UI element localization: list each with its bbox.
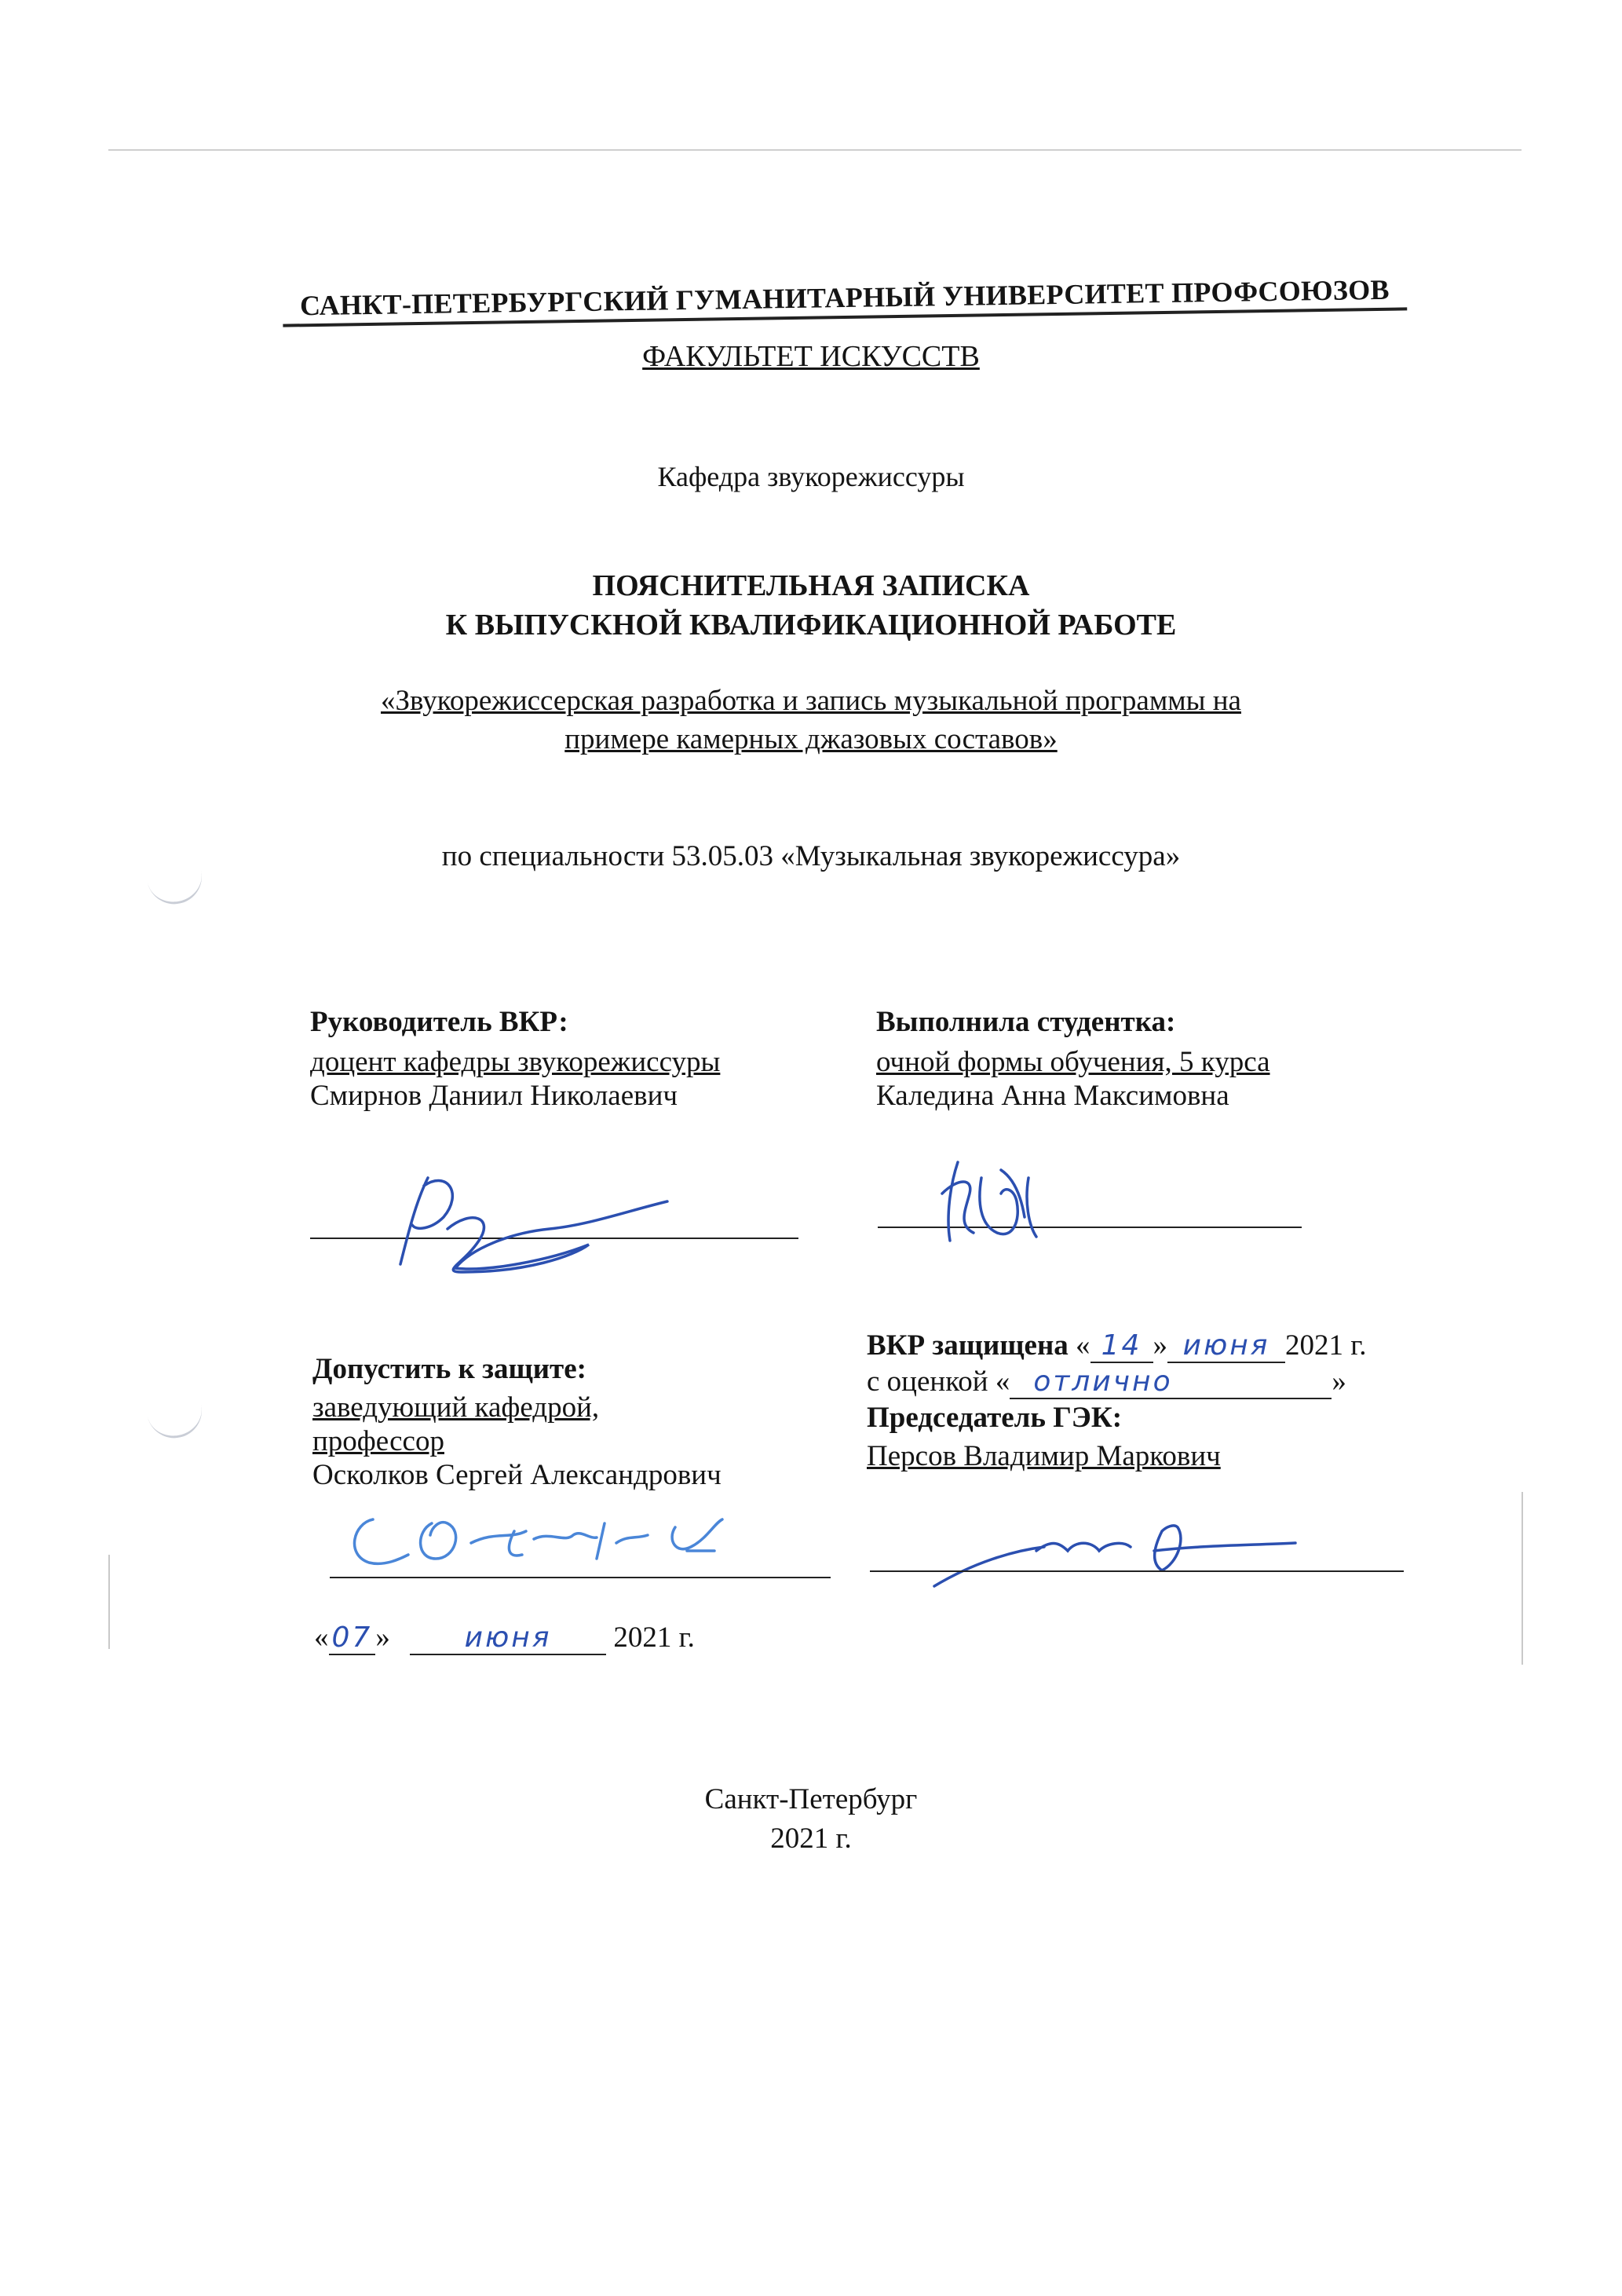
admission-block: [312, 1352, 721, 1492]
defense-grade-value: отлично: [1010, 1366, 1332, 1399]
thesis-topic-line2: примере камерных джазовых составов»: [564, 723, 1058, 755]
defense-date-open-quote: «: [1076, 1329, 1090, 1362]
admission-date-year: 2021 г.: [613, 1621, 695, 1654]
page-edge-top: [108, 149, 1522, 151]
admission-name: Осколков Сергей Александрович: [312, 1459, 721, 1491]
faculty-name: ФАКУЛЬТЕТ ИСКУССТВ: [642, 340, 980, 373]
punch-hole-mark: [147, 1400, 207, 1443]
defense-date-line: [867, 1329, 1416, 1363]
student-signature: [926, 1146, 1052, 1264]
defense-date-year: 2021 г.: [1285, 1329, 1367, 1362]
student-details: очной формы обучения, 5 курса: [876, 1046, 1270, 1078]
defense-grade-prefix: с оценкой «: [867, 1366, 1010, 1398]
admission-position-line2: профессор: [312, 1425, 444, 1457]
gek-chair-signature-line: [870, 1570, 1404, 1572]
student-heading: Выполнила студентка:: [876, 1006, 1176, 1038]
defense-grade-line: [867, 1365, 1416, 1399]
thesis-topic-line1: «Звукорежиссерская разработка и запись музыкальной программы на: [381, 685, 1241, 717]
head-of-department-signature: [338, 1500, 746, 1578]
defense-grade-suffix: »: [1332, 1366, 1346, 1398]
admission-date-month: июня: [410, 1621, 606, 1655]
footer-year: 2021 г.: [770, 1823, 852, 1855]
supervisor-block: [310, 1005, 720, 1113]
defense-heading: ВКР защищена: [867, 1329, 1069, 1362]
document-title-line1: ПОЯСНИТЕЛЬНАЯ ЗАПИСКА: [592, 569, 1030, 602]
admission-date-close-quote: »: [375, 1621, 390, 1654]
admission-date-open-quote: «: [314, 1621, 329, 1654]
defense-date-close-quote: »: [1153, 1329, 1168, 1362]
admission-signature-line: [330, 1577, 831, 1578]
department-name: Кафедра звукорежиссуры: [657, 461, 965, 492]
defense-date-day: 14: [1090, 1329, 1153, 1363]
university-name: САНКТ-ПЕТЕРБУРГСКИЙ ГУМАНИТАРНЫЙ УНИВЕРСИТЕТ ПРОФСОЮЗОВ: [283, 272, 1408, 327]
student-block: [876, 1005, 1270, 1113]
gek-chair-signature: [926, 1508, 1303, 1594]
supervisor-signature: [369, 1154, 683, 1288]
admission-date-day: 07: [329, 1621, 376, 1655]
page-edge-left: [108, 1555, 110, 1649]
defense-date-month: июня: [1167, 1329, 1285, 1363]
page-edge-right: [1522, 1492, 1523, 1665]
supervisor-position: доцент кафедры звукорежиссуры: [310, 1046, 721, 1078]
gek-chair-name: Персов Владимир Маркович: [867, 1440, 1221, 1472]
document-title-line2: К ВЫПУСКНОЙ КВАЛИФИКАЦИОННОЙ РАБОТЕ: [445, 609, 1177, 642]
gek-chair-heading: Председатель ГЭК:: [867, 1402, 1123, 1434]
specialty-line: по специальности 53.05.03 «Музыкальная звукорежиссура»: [441, 840, 1181, 872]
supervisor-heading: Руководитель ВКР:: [310, 1006, 568, 1038]
supervisor-name: Смирнов Даниил Николаевич: [310, 1080, 678, 1112]
footer-city: Санкт-Петербург: [704, 1783, 918, 1815]
student-name: Каледина Анна Максимовна: [876, 1080, 1229, 1112]
defense-block: [867, 1329, 1416, 1473]
admission-position-line1: заведующий кафедрой,: [312, 1391, 600, 1424]
admission-date: [314, 1621, 695, 1655]
admission-heading: Допустить к защите:: [312, 1353, 586, 1385]
